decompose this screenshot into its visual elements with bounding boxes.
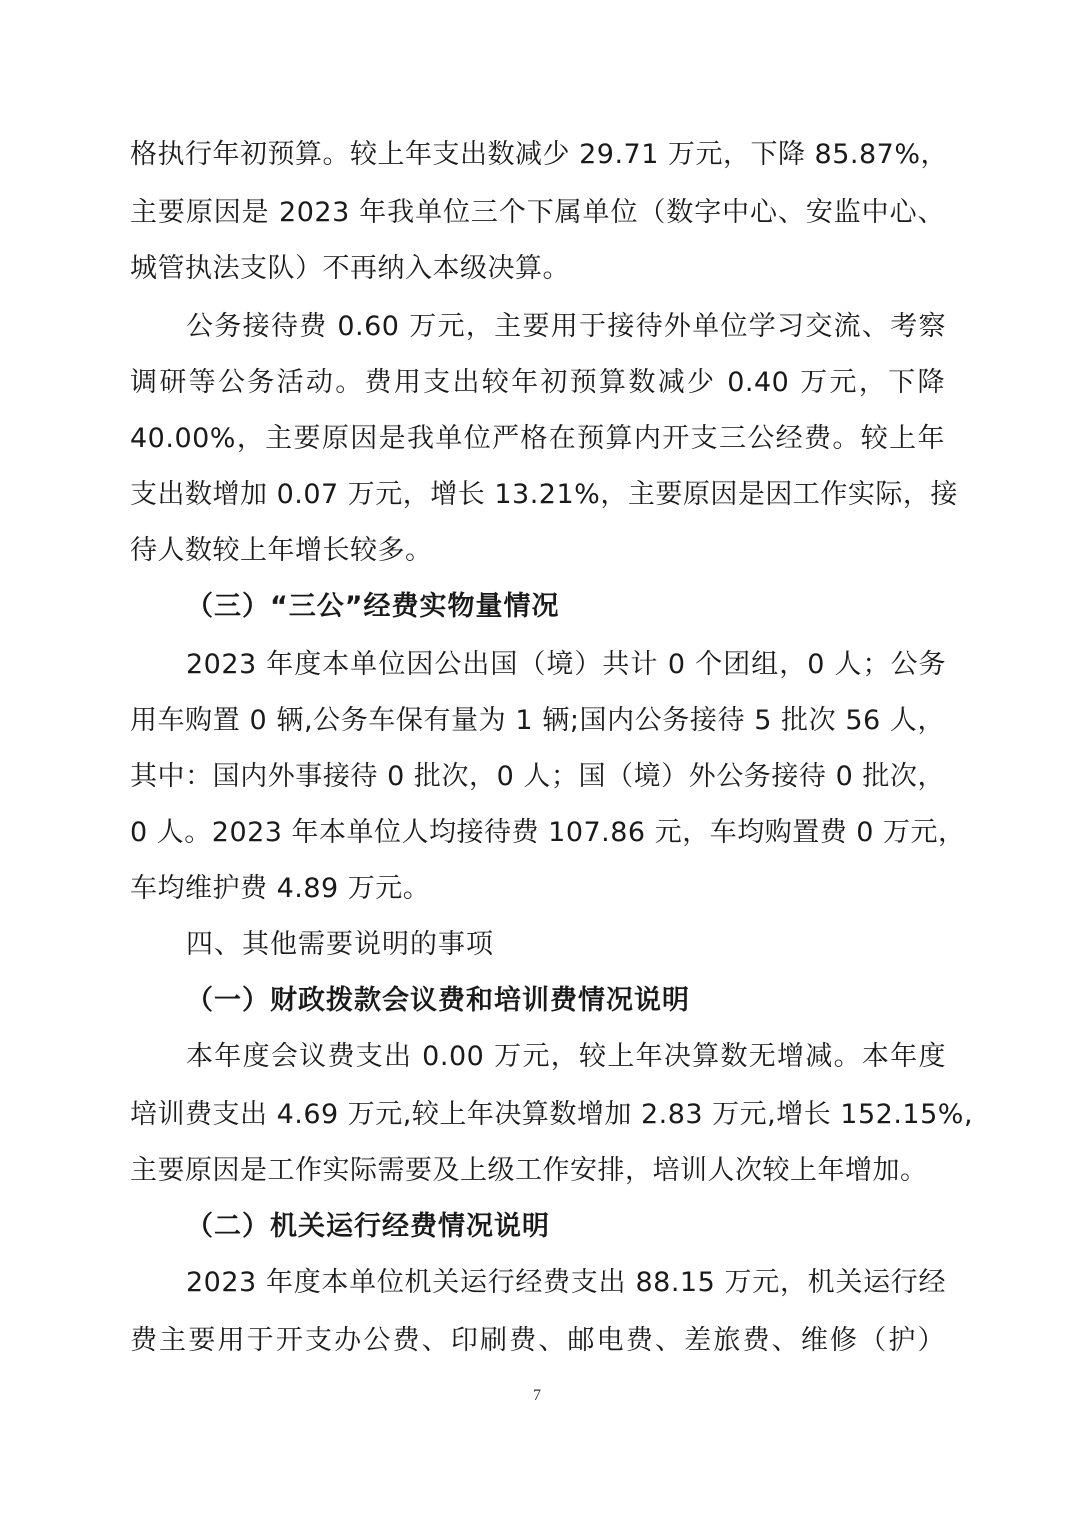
paragraph-line: 2023 年度本单位机关运行经费支出 88.15 万元，机关运行经 (186, 1267, 946, 1298)
section-heading: 四、其他需要说明的事项 (186, 929, 494, 960)
paragraph-line: 车均维护费 4.89 万元。 (130, 873, 431, 904)
paragraph-line: 支出数增加 0.07 万元，增长 13.21%，主要原因是因工作实际，接 (130, 479, 958, 510)
paragraph-line: 格执行年初预算。较上年支出数减少 29.71 万元，下降 85.87%， (130, 139, 948, 170)
paragraph-line: 公务接待费 0.60 万元，主要用于接待外单位学习交流、考察 (186, 311, 946, 342)
paragraph-line: 用车购置 0 辆,公务车保有量为 1 辆;国内公务接待 5 批次 56 人， (130, 705, 945, 736)
paragraph-line: 城管执法支队）不再纳入本级决算。 (130, 253, 570, 284)
paragraph-line: 培训费支出 4.69 万元,较上年决算数增加 2.83 万元,增长 152.15%, (130, 1099, 974, 1130)
paragraph-line: 2023 年度本单位因公出国（境）共计 0 个团组，0 人；公务 (186, 649, 946, 680)
paragraph-line: 其中：国内外事接待 0 批次，0 人；国（境）外公务接待 0 批次， (130, 761, 945, 792)
section-heading: （一）财政拨款会议费和培训费情况说明 (186, 985, 690, 1016)
paragraph-line: 本年度会议费支出 0.00 万元，较上年决算数无增减。本年度 (186, 1041, 946, 1072)
page-number: 7 (533, 1387, 541, 1404)
section-heading: （二）机关运行经费情况说明 (186, 1211, 550, 1242)
paragraph-line: 主要原因是 2023 年我单位三个下属单位（数字中心、安监中心、 (130, 197, 945, 228)
paragraph-line: 调研等公务活动。费用支出较年初预算数减少 0.40 万元，下降 (130, 367, 945, 398)
paragraph-line: 0 人。2023 年本单位人均接待费 107.86 元，车均购置费 0 万元， (130, 817, 966, 848)
paragraph-line: 待人数较上年增长较多。 (130, 535, 433, 566)
paragraph-line: 主要原因是工作实际需要及上级工作安排，培训人次较上年增加。 (130, 1155, 928, 1186)
paragraph-line: 费主要用于开支办公费、印刷费、邮电费、差旅费、维修（护） (130, 1325, 945, 1356)
paragraph-line: 40.00%，主要原因是我单位严格在预算内开支三公经费。较上年 (130, 423, 945, 454)
section-heading: （三）“三公”经费实物量情况 (186, 591, 560, 622)
